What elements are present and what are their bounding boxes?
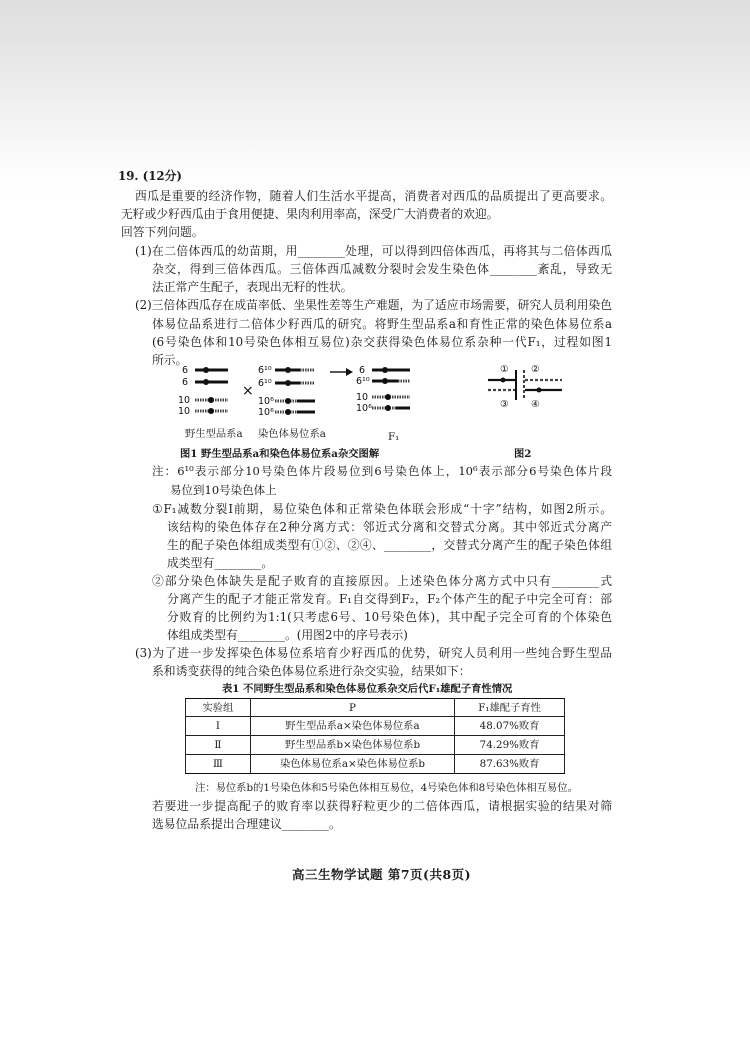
part3-question-line: 若要进一步提高配子的败育率以获得籽粒更少的二倍体西瓜，请根据实验的结果对筛 [152,799,612,813]
part2-line: (2)三倍体西瓜存在成苗率低、坐果性差等生产难题，为了适应市场需要，研究人员利用染色 [135,298,612,312]
question-number: 19. [118,169,139,183]
figure-2-cross-structure [488,364,562,410]
sub1-line: 该结构的染色体存在2种分离方式：邻近式分离和交替式分离。其中邻近式分离产 [167,520,612,534]
centromere [285,409,291,415]
part3-line: 系和诱变获得的纯合染色体易位系进行杂交实验，结果如下： [152,664,471,678]
chromosome-label: 6 [182,377,189,388]
centromere [501,378,506,383]
centromere [285,398,291,404]
part2-line: 所示。 [152,353,188,367]
table-cell: 87.63%败育 [455,755,565,774]
chromosome-label: 10⁶ [258,396,274,407]
page-footer: 高三生物学试题 第7页(共8页) [292,867,472,882]
cross-symbol: × [242,383,254,399]
translocation-label: 染色体易位系a [258,428,326,440]
part1-line: 法正常产生配子，表现出无籽的性状。 [152,280,353,294]
centromere [385,394,391,400]
chromosome-label: 10⁶ [356,403,372,414]
part2-line: (6号染色体和10号染色体相互易位)杂交获得染色体易位系杂种一代F₁，过程如图1 [152,335,612,349]
part2-line: 体易位品系进行二倍体少籽西瓜的研究。将野生型品系a和育性正常的染色体易位系a [152,317,612,331]
table-header-cell: F₁雄配子育性 [455,699,565,717]
table-cell: 48.07%败育 [455,717,565,736]
chromosome-label: 10 [356,392,369,403]
question-header [118,168,182,184]
centromere [285,367,291,373]
part1-line: (1)在二倍体西瓜的幼苗期，用________处理，可以得到四倍体西瓜，再将其与二倍体西瓜 [135,244,612,258]
table-row [186,736,565,755]
part1-line: 杂交，得到三倍体西瓜。三倍体西瓜减数分裂时会发生染色体________紊乱，导致无 [152,262,612,276]
sub2-line: 分离产生的配子才能正常发育。F₁自交得到F₂，F₂个体产生的配子中完全可育：部 [167,592,612,606]
marker-1: ① [500,364,509,375]
figure-note-line: 易位到10号染色体上 [170,483,277,497]
figure-2-caption: 图2 [514,448,532,460]
table-row [186,717,565,736]
sub1-line: ①F₁减数分裂Ⅰ前期，易位染色体和正常染色体联会形成“十字”结构，如图2所示。 [152,502,612,516]
table-cell: Ⅱ [186,736,251,755]
chromosome-label: 6¹⁰ [258,365,272,376]
centromere [537,388,542,393]
intro-line: 无籽或少籽西瓜由于食用便捷、果肉利用率高，深受广大消费者的欢迎。 [121,207,499,221]
marker-2: ② [531,364,540,375]
intro-line: 回答下列问题。 [121,225,204,239]
sub1-line: 生的配子染色体组成类型有①②、②④、________，交替式分离产生的配子染色体组 [167,538,612,552]
sub2-line: 分败育的比例约为1:1(只考虑6号、10号染色体)，其中配子完全可育的个体染色 [167,610,612,624]
chromosome-label: 6¹⁰ [356,376,370,387]
centromere [203,379,209,385]
table-cell: Ⅲ [186,755,251,774]
part3-question-line: 选易位品系提出合理建议________。 [152,817,341,831]
wild-type-chromosomes [178,365,228,417]
centromere [208,397,214,403]
centromere [382,378,388,384]
table-cell: 野生型品系a×染色体易位系a [250,717,454,736]
table-cell: 染色体易位系a×染色体易位系b [250,755,454,774]
translocation-chromosomes [258,365,315,418]
arrow-icon [330,368,353,376]
f1-chromosomes [356,365,410,414]
chromosome-label: 6¹⁰ [258,378,272,389]
sub2-line: 体组成类型有________。(用图2中的序号表示) [167,628,408,642]
table-note: 注：易位系b的1号染色体和5号染色体相互易位，4号染色体和8号染色体相互易位。 [195,782,578,794]
centromere [385,405,391,411]
table-cell: 野生型品系b×染色体易位系b [250,736,454,755]
sub1-line: 成类型有________。 [167,556,274,570]
centromere [285,380,291,386]
table-header-row [186,699,565,717]
intro-line: 西瓜是重要的经济作物，随着人们生活水平提高，消费者对西瓜的品质提出了更高要求。 [135,189,612,203]
figure-note-line: 注：6¹⁰表示部分10号染色体片段易位到6号染色体上，10⁶表示部分6号染色体片段 [152,464,612,478]
sub2-line: ②部分染色体缺失是配子败育的直接原因。上述染色体分离方式中只有________式 [152,574,612,588]
centromere [208,408,214,414]
figure-1-and-2 [170,360,570,422]
figure-1-caption: 图1 野生型品系a和染色体易位系a杂交图解 [180,448,380,460]
table-cell: Ⅰ [186,717,251,736]
table-cell: 74.29%败育 [455,736,565,755]
wild-type-label: 野生型品系a [185,428,243,440]
chromosome-label: 10⁶ [258,407,274,418]
chromosome-label: 6 [182,365,189,376]
question-score: (12分) [142,169,183,183]
results-table [185,698,565,774]
chromosome-label: 10 [178,395,191,406]
f1-label: F₁ [388,431,400,443]
chromosome-label: 6 [359,365,366,376]
chromosome-label: 10 [178,406,191,417]
centromere [203,367,209,373]
marker-4: ④ [531,399,540,410]
table-row [186,755,565,774]
part3-line: (3)为了进一步发挥染色体易位系培育少籽西瓜的优势，研究人员利用一些纯合野生型品 [135,646,612,660]
table-title: 表1 不同野生型品系和染色体易位系杂交后代F₁雄配子育性情况 [222,683,513,695]
table-header-cell: P [250,699,454,717]
marker-3: ③ [500,399,509,410]
table-header-cell: 实验组 [186,699,251,717]
centromere [382,367,388,373]
